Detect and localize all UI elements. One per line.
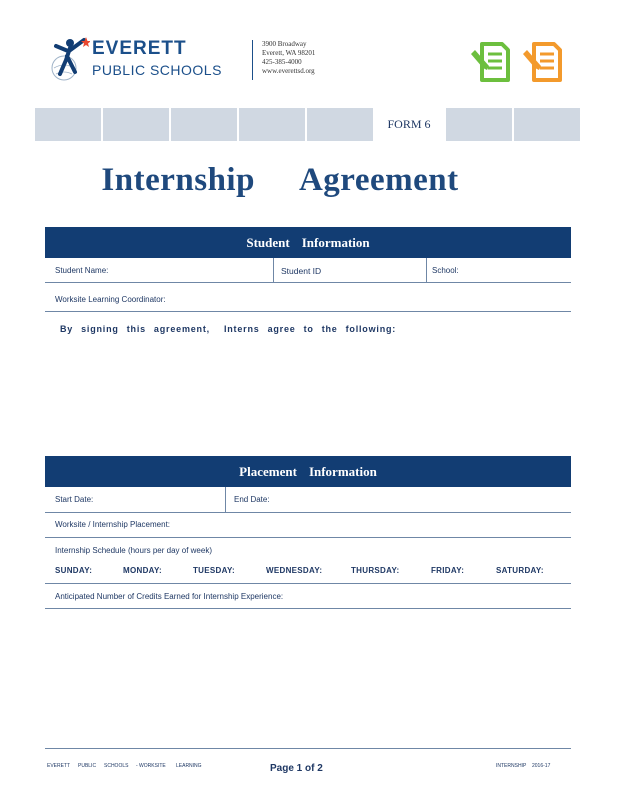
edit-document-icon bbox=[522, 40, 566, 84]
footer-text: INTERNSHIP bbox=[496, 763, 527, 769]
row-rule bbox=[45, 311, 571, 312]
student-name-field[interactable]: Student Name: bbox=[55, 266, 109, 275]
form-number-label: FORM 6 bbox=[387, 117, 431, 131]
address-line: www.everettsd.org bbox=[262, 67, 315, 75]
student-id-field[interactable]: Student ID bbox=[281, 266, 322, 276]
tab-cell bbox=[514, 108, 580, 141]
page-title bbox=[0, 162, 560, 199]
district-logo-icon bbox=[50, 34, 90, 82]
row-rule bbox=[45, 583, 571, 584]
field-divider bbox=[273, 258, 274, 283]
day-field-monday[interactable]: MONDAY: bbox=[123, 566, 162, 575]
pledge-word: signing bbox=[81, 324, 119, 334]
student-information-header bbox=[45, 227, 571, 258]
end-date-field[interactable]: End Date: bbox=[234, 495, 270, 504]
section-heading-word: Placement bbox=[239, 464, 297, 479]
pledge-word: to bbox=[303, 324, 314, 334]
day-field-saturday[interactable]: SATURDAY: bbox=[496, 566, 544, 575]
school-field[interactable]: School: bbox=[432, 266, 459, 275]
footer-text: EVERETT bbox=[47, 763, 71, 769]
footer-text: 2016-17 bbox=[532, 763, 551, 769]
tab-cell bbox=[171, 108, 237, 141]
footer-text: LEARNING bbox=[176, 763, 202, 769]
title-word: Agreement bbox=[298, 162, 459, 198]
pledge-word: following: bbox=[345, 324, 397, 334]
day-field-sunday[interactable]: SUNDAY: bbox=[55, 566, 93, 575]
page-number: Page 1 of 2 bbox=[270, 763, 323, 774]
address-line: 425-385-4000 bbox=[262, 58, 302, 66]
section-heading-word: Student bbox=[246, 235, 290, 250]
agreement-intro bbox=[60, 324, 404, 334]
footer-rule bbox=[45, 748, 571, 749]
tab-cell bbox=[103, 108, 169, 141]
section-heading-word: Information bbox=[308, 464, 377, 479]
pledge-word: agreement, bbox=[153, 324, 210, 334]
field-divider bbox=[225, 487, 226, 512]
tab-cell bbox=[35, 108, 101, 141]
day-field-tuesday[interactable]: TUESDAY: bbox=[193, 566, 235, 575]
section-heading-word: Information bbox=[301, 235, 370, 250]
coordinator-field[interactable]: Worksite Learning Coordinator: bbox=[55, 295, 166, 304]
pledge-word: agree bbox=[267, 324, 296, 334]
placement-field[interactable]: Worksite / Internship Placement: bbox=[55, 520, 171, 529]
placement-information-header bbox=[45, 456, 571, 487]
tab-cell bbox=[239, 108, 305, 141]
tab-cell bbox=[446, 108, 512, 141]
start-date-field[interactable]: Start Date: bbox=[55, 495, 94, 504]
field-divider bbox=[426, 258, 427, 283]
row-rule bbox=[45, 282, 571, 283]
day-field-friday[interactable]: FRIDAY: bbox=[431, 566, 465, 575]
logo-text-everett: EVERETT bbox=[92, 38, 187, 59]
schedule-label: Internship Schedule (hours per day of week) bbox=[55, 546, 212, 555]
credits-field[interactable]: Anticipated Number of Credits Earned for Internship Experience: bbox=[55, 592, 284, 601]
pledge-word: Interns bbox=[223, 324, 260, 334]
pledge-word: this bbox=[126, 324, 146, 334]
row-rule bbox=[45, 608, 571, 609]
header-divider bbox=[252, 40, 253, 80]
tab-cell bbox=[307, 108, 373, 141]
district-address bbox=[262, 40, 315, 76]
row-rule bbox=[45, 512, 571, 513]
logo-text-public-schools: PUBLIC SCHOOLS bbox=[92, 62, 222, 78]
address-line: 3900 Broadway bbox=[262, 40, 307, 48]
pledge-word: the bbox=[321, 324, 338, 334]
address-line: Everett, WA 98201 bbox=[262, 49, 316, 57]
pledge-word: By bbox=[60, 324, 74, 334]
row-rule bbox=[45, 537, 571, 538]
footer-text: - WORKSITE bbox=[136, 763, 166, 769]
day-field-thursday[interactable]: THURSDAY: bbox=[351, 566, 400, 575]
edit-document-icon bbox=[470, 40, 514, 84]
footer-text: SCHOOLS bbox=[104, 763, 129, 769]
footer-text: PUBLIC bbox=[78, 763, 97, 769]
title-word: Internship bbox=[101, 162, 255, 198]
day-field-wednesday[interactable]: WEDNESDAY: bbox=[266, 566, 323, 575]
